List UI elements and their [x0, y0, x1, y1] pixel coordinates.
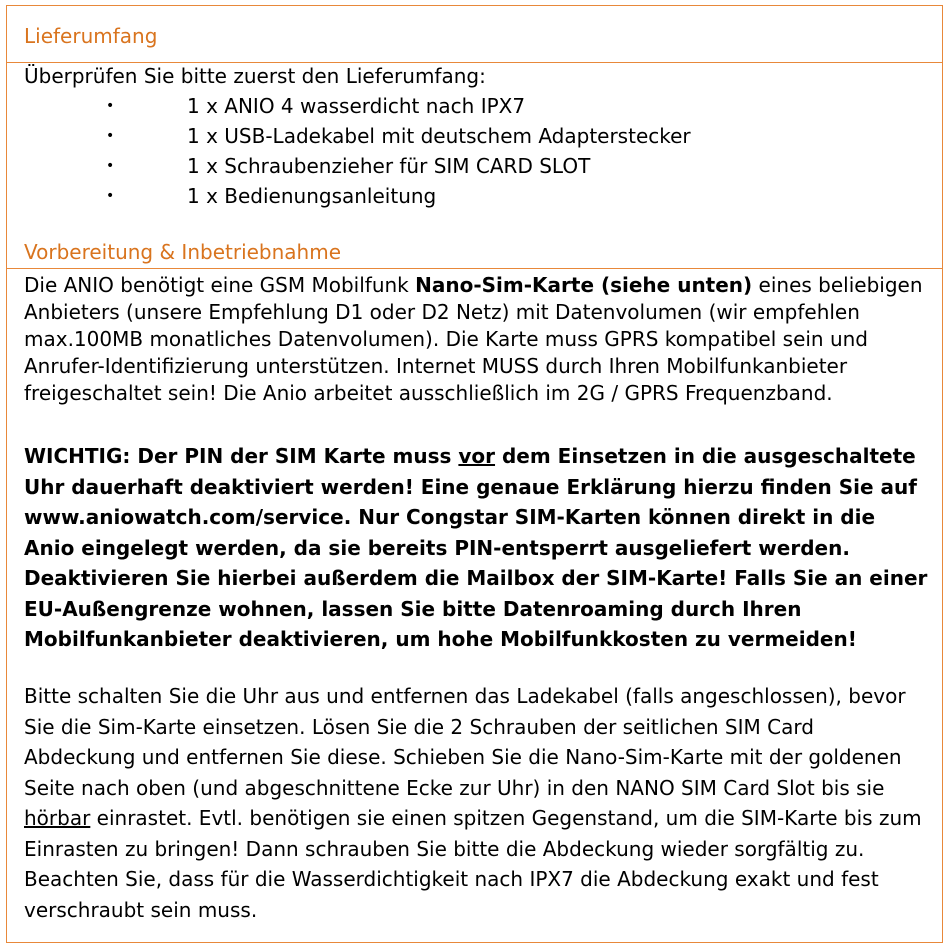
underlined-run: vor	[458, 444, 496, 468]
text-run: Die ANIO benötigt eine GSM Mobilfunk	[24, 273, 416, 297]
list-item: 1 x USB-Ladekabel mit deutschem Adapterstecker	[187, 124, 691, 148]
text-run: WICHTIG: Der PIN der SIM Karte muss	[24, 444, 459, 468]
section-heading-lieferumfang	[7, 23, 942, 63]
bold-run: Nano-Sim-Karte (siehe unten)	[415, 273, 753, 297]
bullet-icon: •	[106, 128, 115, 144]
heading-text: Lieferumfang	[24, 24, 158, 48]
list-item: 1 x Bedienungsanleitung	[187, 184, 437, 208]
text-run: dem Einsetzen in die ausgeschaltete Uhr dauerhaft deaktiviert werden! Eine genaue Erklärung hierzu finden Sie auf www.aniowatch.com/service. Nur Congstar SIM-Karten können direkt in die Anio eingelegt werden, da sie bereits PIN-entsperrt ausgeliefert werden. Deaktivieren Sie hierbei außerdem die Mailbox der SIM-Karte! Falls Sie an einer EU-Außengrenze wohnen, lassen Sie bitte Datenroaming durch Ihren Mobilfunkanbieter deaktivieren, um hohe Mobilfunkkosten zu vermeiden!	[24, 444, 928, 651]
document-frame	[6, 5, 943, 943]
bullet-icon: •	[106, 98, 115, 114]
paragraph-requirements	[24, 272, 929, 407]
text-run: einrastet. Evtl. benötigen sie einen spitzen Gegenstand, um die SIM-Karte bis zum Einrasten zu bringen! Dann schrauben Sie bitte die Abdeckung wieder sorgfältig zu. Beachten Sie, dass für die Wasserdichtigkeit nach IPX7 die Abdeckung exakt und fest verschraubt sein muss.	[24, 806, 922, 922]
section-heading-vorbereitung	[7, 239, 942, 269]
heading-text: Vorbereitung & Inbetriebnahme	[24, 240, 342, 264]
text-run: eines beliebigen Anbieters (unsere Empfehlung D1 oder D2 Netz) mit Datenvolumen (wir empfehlen max.100MB monatliches Datenvolumen). Die Karte muss GPRS kompatibel sein und Anrufer-Identifizierung unterstützen. Internet MUSS durch Ihren Mobilfunkanbieter freigeschaltet sein! Die Anio arbeitet ausschließlich im 2G / GPRS Frequenzband.	[24, 273, 923, 405]
paragraph-instructions	[24, 681, 929, 925]
text-run: Bitte schalten Sie die Uhr aus und entfernen das Ladekabel (falls angeschlossen), bevor Sie die Sim-Karte einsetzen. Lösen Sie die 2 Schrauben der seitlichen SIM Card Abdeckung und entfernen Sie diese. Schieben Sie die Nano-Sim-Karte mit der goldenen Seite nach oben (und abgeschnittene Ecke zur Uhr) in den NANO SIM Card Slot bis sie	[24, 684, 906, 800]
list-item: 1 x Schraubenzieher für SIM CARD SLOT	[187, 154, 591, 178]
paragraph-warning	[24, 441, 929, 655]
intro-text: Überprüfen Sie bitte zuerst den Lieferumfang:	[24, 64, 486, 88]
underlined-run: hörbar	[24, 806, 91, 830]
bullet-icon: •	[106, 188, 115, 204]
list-item: 1 x ANIO 4 wasserdicht nach IPX7	[187, 94, 526, 118]
bullet-icon: •	[106, 158, 115, 174]
